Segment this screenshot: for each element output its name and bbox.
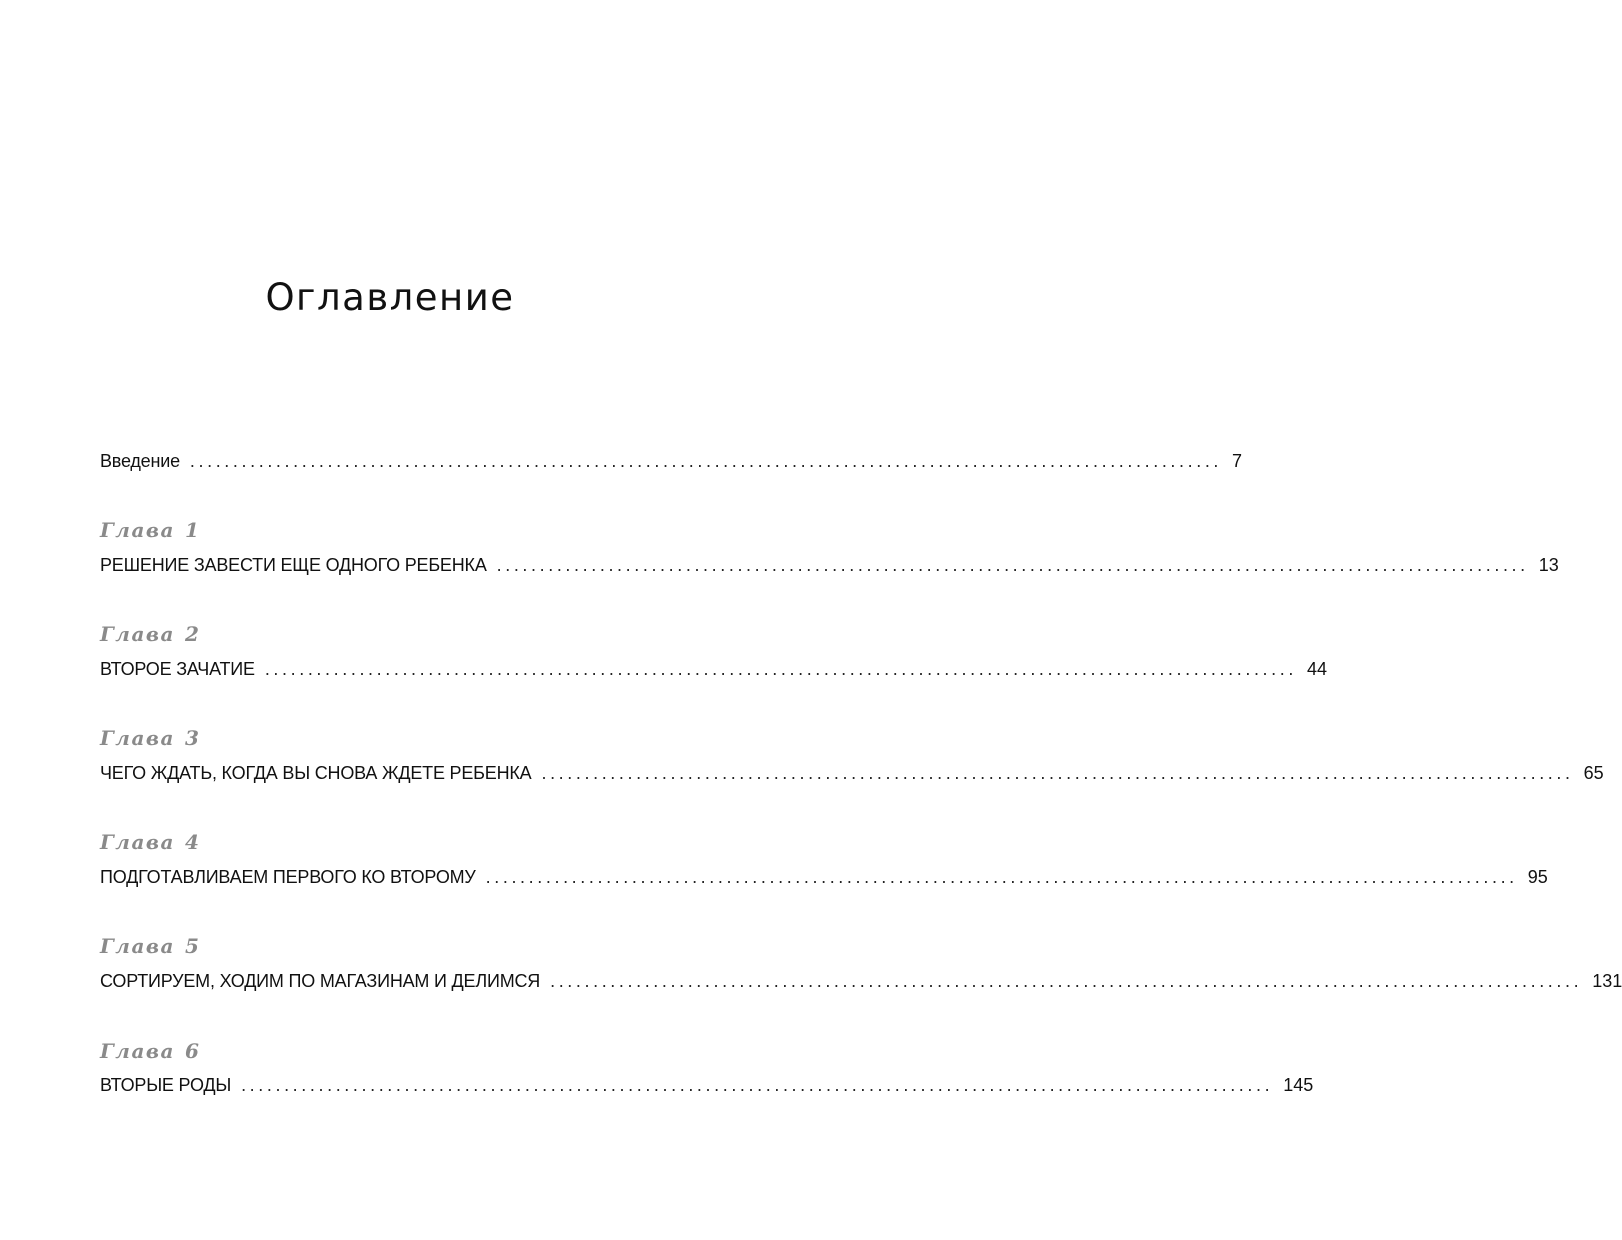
toc-entry-title: ВТОРЫЕ РОДЫ: [100, 1075, 232, 1095]
dot-leader: ........................................................................................................................: [485, 867, 1518, 887]
chapter-number: 5: [185, 934, 201, 958]
toc-entry-chapter-5[interactable]: [100, 970, 1622, 992]
toc-entry-chapter-4[interactable]: [100, 866, 1548, 888]
toc-entry-title: ЧЕГО ЖДАТЬ, КОГДА ВЫ СНОВА ЖДЕТЕ РЕБЕНКА: [100, 763, 532, 783]
chapter-label-word: Глава: [100, 830, 175, 854]
page-title: Оглавление: [265, 276, 515, 319]
chapter-number: 1: [185, 518, 201, 542]
toc-entry-page-number: 65: [1583, 763, 1604, 783]
chapter-label-word: Глава: [100, 518, 175, 542]
chapter-label: [100, 518, 200, 542]
chapter-number: 3: [185, 726, 201, 750]
chapter-label-word: Глава: [100, 726, 175, 750]
toc-entry-chapter-1[interactable]: [100, 554, 1559, 576]
toc-entry-page-number: 13: [1538, 555, 1559, 575]
chapter-label-word: Глава: [100, 934, 175, 958]
dot-leader: ........................................................................................................................: [264, 659, 1297, 679]
chapter-number: 6: [185, 1039, 201, 1063]
toc-entry-title: ПОДГОТАВЛИВАЕМ ПЕРВОГО КО ВТОРОМУ: [100, 867, 476, 887]
toc-entry-chapter-3[interactable]: [100, 762, 1604, 784]
dot-leader: ........................................................................................................................: [541, 763, 1574, 783]
chapter-label: [100, 1039, 200, 1063]
toc-entry-page-number: 131: [1592, 971, 1622, 991]
toc-entry-page-number: 44: [1306, 659, 1327, 679]
chapter-label-word: Глава: [100, 1039, 175, 1063]
toc-entry-page-number: 95: [1527, 867, 1548, 887]
chapter-label-word: Глава: [100, 622, 175, 646]
toc-entry-title: СОРТИРУЕМ, ХОДИМ ПО МАГАЗИНАМ И ДЕЛИМСЯ: [100, 971, 541, 991]
toc-entry-page-number: 7: [1232, 451, 1243, 471]
dot-leader: ........................................................................................................................: [496, 555, 1529, 575]
chapter-label: [100, 830, 200, 854]
toc-entry-title: Введение: [100, 451, 180, 471]
chapter-number: 4: [185, 830, 201, 854]
toc-entry-page-number: 145: [1283, 1075, 1314, 1095]
chapter-label: [100, 622, 200, 646]
toc-entry-title: ВТОРОЕ ЗАЧАТИЕ: [100, 659, 255, 679]
toc-entry-introduction[interactable]: [100, 450, 1243, 472]
toc-entry-chapter-6[interactable]: [100, 1074, 1314, 1096]
dot-leader: ........................................................................................................................: [189, 451, 1223, 471]
toc-entry-title: РЕШЕНИЕ ЗАВЕСТИ ЕЩЕ ОДНОГО РЕБЕНКА: [100, 555, 487, 575]
chapter-label: [100, 726, 200, 750]
chapter-label: [100, 934, 200, 958]
toc-entry-chapter-2[interactable]: [100, 658, 1327, 680]
dot-leader: ........................................................................................................................: [241, 1075, 1274, 1095]
dot-leader: ........................................................................................................................: [550, 971, 1583, 991]
chapter-number: 2: [185, 622, 201, 646]
